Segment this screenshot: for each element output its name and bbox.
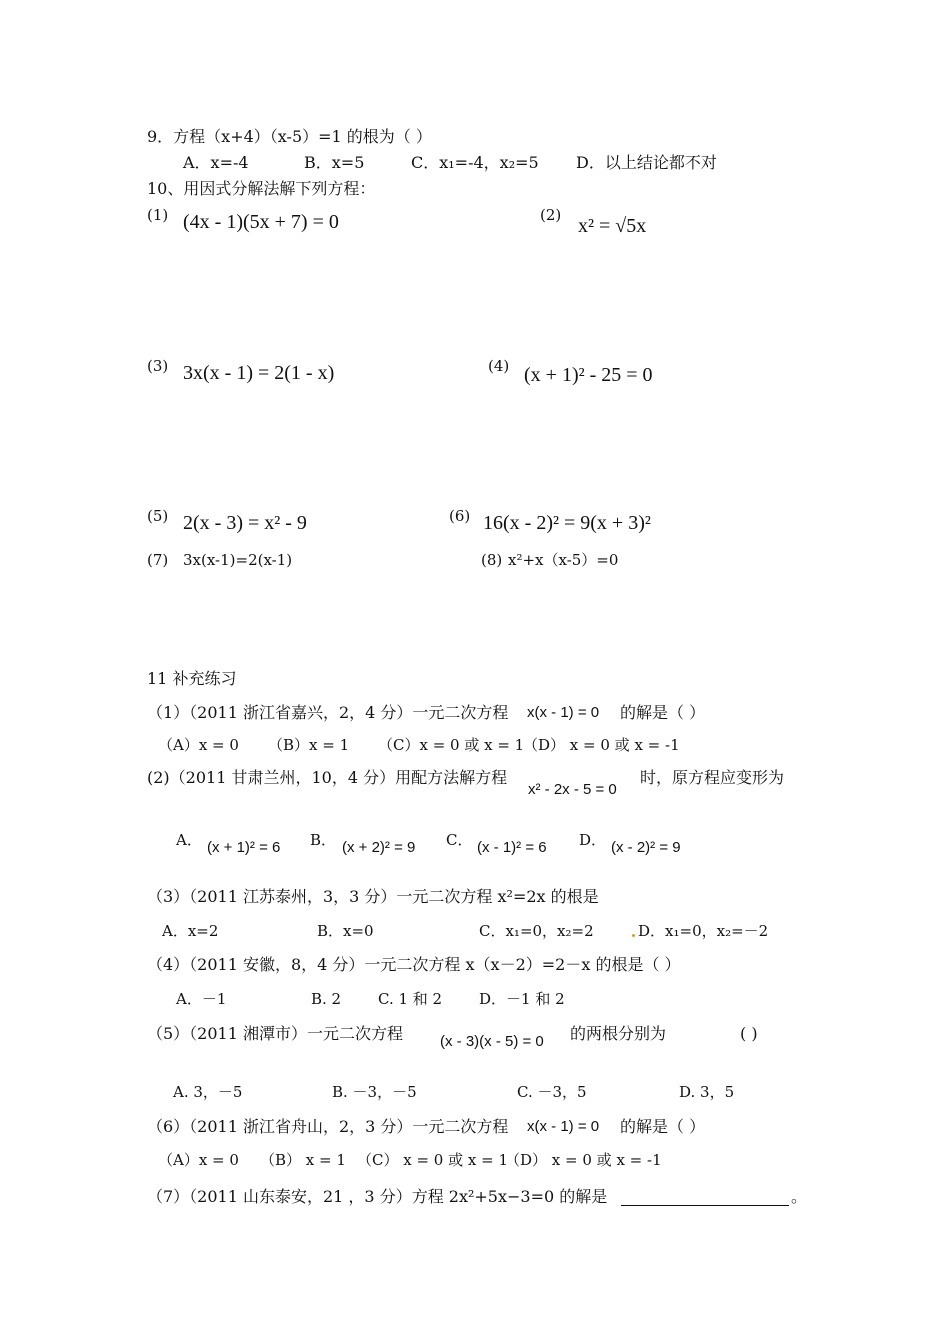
q11-3-option-c: C．x₁=0，x₂=2 bbox=[479, 922, 594, 940]
q10-equation-8: x²+x（x-5）=0 bbox=[508, 551, 619, 569]
q11-4-option-b: B. 2 bbox=[311, 990, 342, 1008]
q11-5-stem-equation: (x - 3)(x - 5) = 0 bbox=[440, 1033, 544, 1050]
q11-4-stem: （4）（2011 安徽，8，4 分）一元二次方程 x（x－2）=2－x 的根是（ ） bbox=[147, 955, 681, 974]
q10-equation-4: (x + 1)² - 25 = 0 bbox=[524, 364, 653, 386]
q11-2-stem-a: (2)（2011 甘肃兰州，10，4 分）用配方法解方程 bbox=[147, 768, 508, 787]
q11-1-stem-b: 的解是（ ） bbox=[620, 703, 706, 722]
q11-2-option-a-letter: A． bbox=[176, 831, 202, 849]
q9-option-b: B．x=5 bbox=[304, 153, 365, 172]
q11-6-option-d: （D） x = 0 或 x = -1 bbox=[505, 1151, 662, 1169]
q11-1-option-a: （A）x = 0 bbox=[158, 736, 239, 754]
q11-2-option-d-equation: (x - 2)² = 9 bbox=[611, 839, 681, 856]
q11-7-answer-blank[interactable] bbox=[621, 1205, 789, 1206]
q11-2-option-a-equation: (x + 1)² = 6 bbox=[207, 839, 281, 856]
q9-stem: 9．方程（x+4）（x-5）=1 的根为（ ） bbox=[147, 127, 432, 146]
q11-6-stem-b: 的解是（ ） bbox=[620, 1117, 706, 1136]
q10-label-2: (2) bbox=[540, 206, 562, 224]
q10-equation-3: 3x(x - 1) = 2(1 - x) bbox=[183, 362, 335, 384]
q11-6-stem-equation: x(x - 1) = 0 bbox=[527, 1118, 600, 1135]
q11-5-stem-a: （5）（2011 湘潭市）一元二次方程 bbox=[147, 1024, 403, 1043]
q10-title: 10、用因式分解法解下列方程： bbox=[147, 179, 376, 198]
q11-title: 11 补充练习 bbox=[147, 669, 237, 688]
q11-4-option-a: A．－1 bbox=[176, 990, 227, 1008]
q11-5-answer-paren: ( ) bbox=[740, 1024, 758, 1043]
q10-label-5: (5) bbox=[147, 507, 169, 525]
q11-3-stem: （3）（2011 江苏泰州，3，3 分）一元二次方程 x²=2x 的根是 bbox=[147, 887, 599, 906]
q11-5-option-a: A. 3，－5 bbox=[173, 1083, 243, 1101]
q10-equation-5: 2(x - 3) = x² - 9 bbox=[183, 512, 307, 534]
q11-1-option-d: （D） x = 0 或 x = -1 bbox=[523, 736, 680, 754]
q10-label-4: (4) bbox=[488, 357, 510, 375]
q11-1-stem-a: （1）（2011 浙江省嘉兴，2，4 分）一元二次方程 bbox=[147, 703, 509, 722]
q11-2-option-d-letter: D． bbox=[579, 831, 607, 849]
q11-1-option-b: （B）x = 1 bbox=[268, 736, 350, 754]
q11-1-stem-equation: x(x - 1) = 0 bbox=[527, 704, 600, 721]
q10-label-3: (3) bbox=[147, 357, 169, 375]
q10-equation-2: x² = √5x bbox=[578, 215, 647, 237]
q11-5-option-b: B. －3，－5 bbox=[332, 1083, 417, 1101]
q11-3-option-d: D．x₁=0，x₂=－2 bbox=[638, 922, 769, 940]
q11-2-stem-b: 时，原方程应变形为 bbox=[640, 768, 785, 787]
q11-6-option-a: （A）x = 0 bbox=[158, 1151, 239, 1169]
q11-5-option-d: D. 3，5 bbox=[679, 1083, 735, 1101]
q11-7-stem: （7）（2011 山东泰安，21 ，3 分）方程 2x²+5x−3=0 的解是 bbox=[147, 1187, 608, 1206]
q11-3-option-a: A．x=2 bbox=[162, 922, 219, 940]
q10-equation-1: (4x - 1)(5x + 7) = 0 bbox=[183, 211, 339, 233]
q11-6-stem-a: （6）（2011 浙江省舟山，2，3 分）一元二次方程 bbox=[147, 1117, 509, 1136]
q11-2-stem-equation: x² - 2x - 5 = 0 bbox=[528, 781, 617, 798]
q11-2-option-c-equation: (x - 1)² = 6 bbox=[477, 839, 547, 856]
q10-equation-6: 16(x - 2)² = 9(x + 3)² bbox=[483, 512, 651, 534]
q11-6-option-b: （B） x = 1 bbox=[260, 1151, 346, 1169]
q11-4-option-c: C. 1 和 2 bbox=[378, 990, 443, 1008]
q9-option-c: C．x₁=-4，x₂=5 bbox=[411, 153, 539, 172]
q10-equation-7: 3x(x-1)=2(x-1) bbox=[183, 551, 293, 569]
q10-label-6: (6) bbox=[449, 507, 471, 525]
q11-5-stem-b: 的两根分别为 bbox=[570, 1024, 667, 1043]
q9-option-a: A．x=-4 bbox=[183, 153, 249, 172]
q11-5-option-c: C. －3，5 bbox=[517, 1083, 587, 1101]
q10-label-8: (8) bbox=[481, 551, 503, 569]
q11-4-option-d: D．－1 和 2 bbox=[479, 990, 565, 1008]
q11-7-end: 。 bbox=[791, 1187, 808, 1206]
q11-2-option-b-equation: (x + 2)² = 9 bbox=[342, 839, 416, 856]
q11-2-option-b-letter: B． bbox=[310, 831, 337, 849]
q10-label-7: (7) bbox=[147, 551, 169, 569]
q11-2-option-c-letter: C． bbox=[446, 831, 473, 849]
stray-mark bbox=[632, 934, 635, 937]
q9-option-d: D．以上结论都不对 bbox=[576, 153, 717, 172]
q10-label-1: (1) bbox=[147, 206, 169, 224]
q11-3-option-b: B．x=0 bbox=[317, 922, 374, 940]
q11-1-option-c: （C）x = 0 或 x = 1 bbox=[378, 736, 525, 754]
q11-6-option-c: （C） x = 0 或 x = 1 bbox=[357, 1151, 508, 1169]
